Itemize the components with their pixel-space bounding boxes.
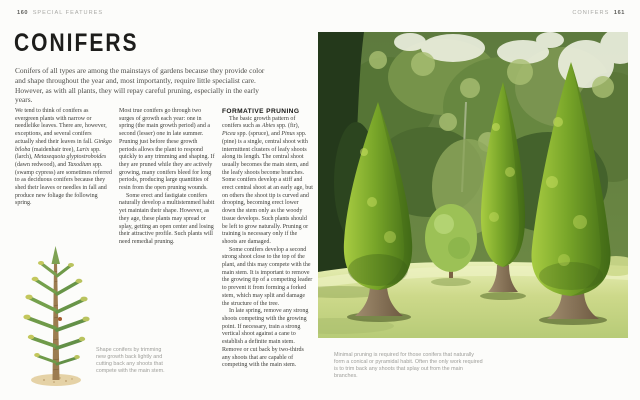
column1-paragraph: We tend to think of conifers as evergreen plants with narrow or needlelike leaves. There are, however, exceptions, and several conifers actually shed their leaves in fall. Ginkgo biloba (maidenhair tree), Larix spp. (larch), Metasequoia glyptostroboides (dawn redwood), and Taxodium spp. (swamp cypress) are sometimes referred to as deciduous conifers because they shed their leaves or needles in fall and produce new foliage the following spring. bbox=[15, 108, 112, 207]
column2-paragraph-2: Some erect and fastigiate conifers naturally develop a multistemmed habit yet maintain their shape. However, as they age, these plants may spread or splay, getting an open center and losing their attractive profile. Such plants will need remedial pruning. bbox=[119, 192, 215, 245]
page-number-right: 161 bbox=[613, 10, 625, 16]
text-column-1 bbox=[15, 108, 112, 208]
column3-paragraph-3: In late spring, remove any strong shoots competing with the growing point. If necessary, train a strong vertical shoot against a cane to establish a definite main stem. Remove or cut back by two-thirds any shoots that are capable of competing with the main stem. bbox=[222, 308, 309, 369]
running-head-right bbox=[572, 10, 627, 16]
conifers-photo bbox=[318, 32, 628, 338]
page-number-left: 160 bbox=[17, 10, 29, 16]
formative-pruning-heading: FORMATIVE PRUNING bbox=[222, 108, 300, 115]
leader-shoot bbox=[52, 246, 61, 264]
intro-paragraph: Conifers of all types are among the mainstays of gardens because they provide color and shape throughout the year and, most importantly, require little specialist care. However, as with all plants, they will repay careful pruning, especially in the early years. bbox=[15, 66, 265, 105]
column3-paragraph-1: The basic growth pattern of conifers such as Abies spp. (fir), Picea spp. (spruce), and Pinus spp. (pine) is a single, central shoot with intermittent clusters of leafy shoots along its length. The central shoot usually becomes the main stem, and the leafy shoots become branches. Some conifers develop a stiff and erect central shoot at an early age, but on others the shoot tip is curved and drooping, becoming erect lower down the stem only as the woody tissue develops. Such plants should be left to grow naturally. Pruning or training is necessary only if the shoots are damaged. bbox=[222, 115, 313, 245]
section-label: SPECIAL FEATURES bbox=[32, 10, 104, 16]
young-conifer-sketch bbox=[10, 240, 98, 390]
column3-paragraph-2: Some conifers develop a second strong shoot close to the top of the plant, and this may compete with the main stem. It is important to remove the growing tip of a competing leader to prevent it from forming a forked stem, which may split and damage the structure of the tree. bbox=[222, 246, 313, 307]
text-column-2 bbox=[119, 108, 216, 247]
running-head-left bbox=[15, 10, 103, 16]
cone-bud bbox=[58, 317, 62, 321]
photo-caption: Minimal pruning is required for those conifers that naturally form a conical or pyramidal habit. Often the only work required is to trim back any shoots that splay out from the main branches. bbox=[334, 352, 483, 379]
branches bbox=[23, 261, 89, 364]
chapter-label: CONIFERS bbox=[572, 10, 610, 16]
text-column-3 bbox=[222, 108, 313, 370]
sketch-caption: Shape conifers by trimming new growth back lightly and cutting back any shoots that compete with the main stem. bbox=[96, 347, 165, 374]
column2-paragraph-1: Most true conifers go through two surges of growth each year: one in spring (the main growth period) and a second (lesser) one in late summer. Pruning just before these growth periods allows the plant to respond quickly to any trimming and shaping. If they are pruned while they are actively growing, many conifers bleed for long periods, producing large quantities of resin from the open pruning wounds. bbox=[119, 108, 215, 192]
page-title: CONIFERS bbox=[14, 30, 139, 58]
